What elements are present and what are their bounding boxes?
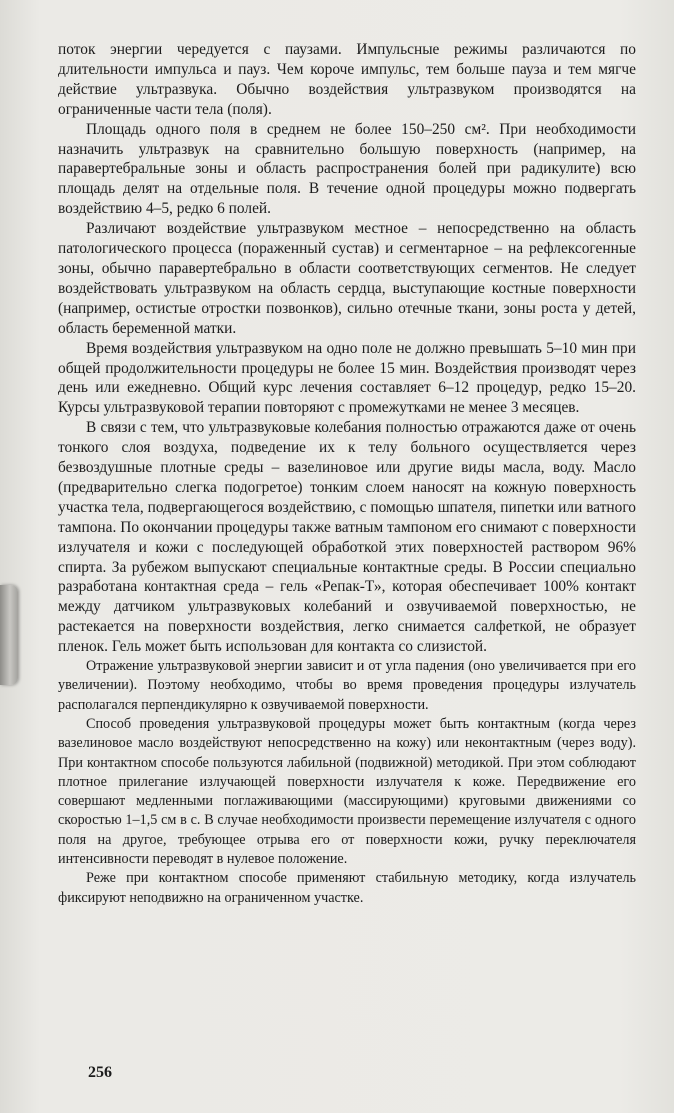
paragraph: поток энергии чередуется с паузами. Импульсные режимы различаются по длительности импульса и пауз. Чем короче импульс, тем больше пауза и тем мягче действие ультразвука. Обычно воздействия ультразвуком производятся на ограниченные части тела (поля). [58,41,636,118]
paragraph: Реже при контактном способе применяют стабильную методику, когда излучатель фиксируют неподвижно на ограниченном участке. [58,870,636,906]
paragraph: Различают воздействие ультразвуком местное – непосредственно на область патологического процесса (пораженный сустав) и сегментарное – на рефлексогенные зоны, обычно паравертебрально в области соответствующих сегментов. Не следует воздействовать ультразвуком на область сердца, выступающие костные поверхности (например, остистые отростки позвонков), сильно отечные ткани, зоны роста у детей, область беременной матки. [58,220,636,337]
paragraph: Отражение ультразвуковой энергии зависит и от угла падения (оно увеличивается при его увеличении). Поэтому необходимо, чтобы во время проведения процедуры излучатель располагался перпендикулярно к озвучиваемой поверхности. [58,658,636,713]
paragraph: Время воздействия ультразвуком на одно поле не должно превышать 5–10 мин при общей продолжительности процедуры не более 15 мин. Воздействия производят через день или ежедневно. Общий курс лечения составляет 6–12 процедур, редко 15–20. Курсы ультразвуковой терапии повторяют с промежутками не менее 3 месяцев. [58,339,636,417]
paragraph: Способ проведения ультразвуковой процедуры может быть контактным (когда через вазелиновое масло воздействуют непосредственно на кожу) или неконтактным (через воду). При контактном способе пользуются лабильной (подвижной) методикой. При этом соблюдают плотное прилегание излучающей поверхности излучателя к коже. Передвижение его совершают медленными поглаживающими (массирующими) круговыми движениями со скоростью 1–1,5 см в с. В случае необходимости произвести перемещение излучателя с одного поля на другое, требующее отрыва его от поверхности кожи, ручку переключателя интенсивности переводят в нулевое положение. [58,715,636,868]
paragraph: Площадь одного поля в среднем не более 150–250 см². При необходимости назначить ультразвук на сравнительно большую поверхность (например, на паравертебральные зоны и область распространения болей при радикулите) всю площадь делят на отдельные поля. В течение одной процедуры можно подвергать воздействию 4–5, редко 6 полей. [58,120,636,218]
page-number: 256 [88,1064,112,1081]
paragraph: В связи с тем, что ультразвуковые колебания полностью отражаются даже от очень тонкого слоя воздуха, подведение их к телу больного осуществляется через безвоздушные плотные среды – вазелиновое или другие виды масла, воду. Масло (предварительно слегка подогретое) тонким слоем наносят на кожную поверхность участка тела, подвергающегося воздействию, с помощью шпателя, пипетки или ватного тампона. По окончании процедуры также ватным тампоном его снимают с поверхности излучателя и кожи с последующей обработкой этих поверхностей раствором 96% спирта. За рубежом выпускают специальные контактные среды. В России специально разработана контактная среда – гель «Репак-Т», которая обеспечивает 100% контакт между датчиком ультразвуковых колебаний и озвучиваемой поверхностью, не растекается на поверхности воздействия, легко снимается салфеткой, не образует пленок. Гель может быть использован для контакта со слизистой. [58,419,636,656]
binding-clip [0,585,18,685]
body-text [58,40,636,908]
